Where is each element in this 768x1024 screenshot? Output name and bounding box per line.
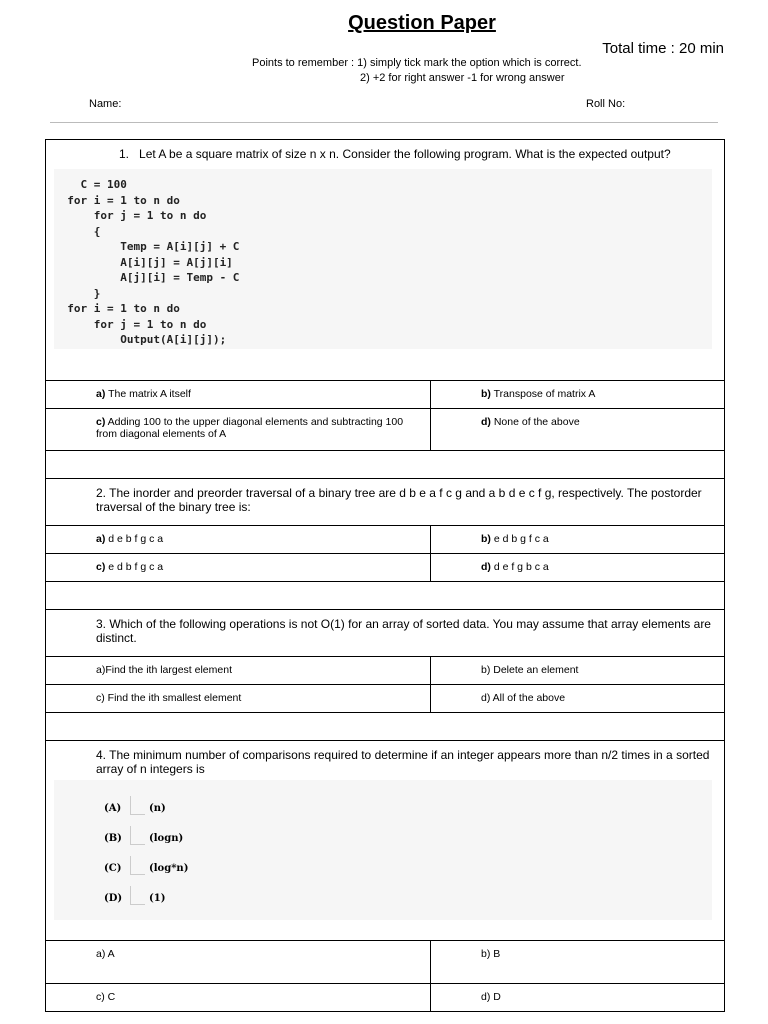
question-table — [45, 139, 725, 1012]
roll-label: Roll No: — [586, 98, 626, 110]
question-4 — [46, 741, 725, 941]
spacer-row — [46, 713, 725, 741]
question-4-text: 4. The minimum number of comparisons required to determine if an integer appears more than n/2 times in a sorted array of n integers is — [96, 748, 710, 776]
q2-option-c-key: c) — [96, 561, 106, 573]
q1-option-a[interactable] — [46, 381, 431, 409]
q4-inline-option-label: (A) — [104, 803, 122, 814]
q1-option-a-key: a) — [96, 388, 106, 400]
q2-option-b[interactable] — [431, 526, 725, 554]
q4-inline-option-label: (B) — [104, 833, 122, 844]
q2-option-c[interactable] — [46, 554, 431, 582]
q2-option-b-key: b) — [481, 533, 491, 545]
q1-option-d-key: d) — [481, 416, 491, 428]
q4-option-checkbox[interactable] — [130, 886, 145, 905]
q3-option-a[interactable]: a)Find the ith largest element — [46, 657, 431, 685]
q4-inline-option-label: (C) — [104, 863, 122, 874]
q2-option-a-key: a) — [96, 533, 106, 545]
q1-option-b-text: Transpose of matrix A — [490, 388, 596, 400]
q2-option-c-text: e d b f g c a — [105, 561, 164, 573]
q1-option-a-text: The matrix A itself — [105, 388, 191, 400]
q4-option-d[interactable]: d) D — [431, 984, 725, 1012]
q4-inline-option-value: (log*n) — [149, 863, 189, 874]
page-title: Question Paper — [348, 12, 496, 34]
q4-option-checkbox[interactable] — [130, 856, 145, 875]
q2-option-b-text: e d b g f c a — [490, 533, 549, 545]
q4-option-checkbox[interactable] — [130, 826, 145, 845]
spacer-row — [46, 451, 725, 479]
question-1 — [46, 140, 725, 381]
q2-option-d-key: d) — [481, 561, 491, 573]
q1-option-c-text: Adding 100 to the upper diagonal elements and subtracting 100 from diagonal elements of A — [96, 416, 404, 440]
question-4-options — [54, 780, 712, 920]
points-line-2: 2) +2 for right answer -1 for wrong answer — [360, 72, 565, 84]
q3-option-c[interactable]: c) Find the ith smallest element — [46, 685, 431, 713]
q4-option-c[interactable]: c) C — [46, 984, 431, 1012]
question-1-text: Let A be a square matrix of size n x n. Consider the following program. What is the expected output? — [139, 147, 671, 161]
q4-inline-option-value: (logn) — [149, 833, 184, 844]
question-2-text: 2. The inorder and preorder traversal of a binary tree are d b e a f c g and a b d e c f g, respectively. The postorder traversal of the binary tree is: — [46, 479, 725, 526]
q2-option-d-text: d e f g b c a — [490, 561, 549, 573]
question-1-number: 1. — [119, 147, 130, 161]
q4-inline-option-d — [104, 886, 712, 916]
q1-option-b-key: b) — [481, 388, 491, 400]
q1-option-c[interactable] — [46, 409, 431, 451]
q4-inline-option-c — [104, 856, 712, 886]
q2-option-a-text: d e b f g c a — [105, 533, 164, 545]
question-3-text: 3. Which of the following operations is not O(1) for an array of sorted data. You may assume that array elements are distinct. — [46, 610, 725, 657]
q4-inline-option-a — [104, 796, 712, 826]
q1-option-d-text: None of the above — [490, 416, 580, 428]
total-time: Total time : 20 min — [602, 40, 724, 57]
q4-inline-option-value: (n) — [149, 803, 166, 814]
points-line-1: Points to remember : 1) simply tick mark the option which is correct. — [252, 57, 582, 69]
q4-option-b[interactable]: b) B — [431, 941, 725, 984]
q1-option-b[interactable] — [431, 381, 725, 409]
q4-inline-option-label: (D) — [104, 893, 123, 904]
q4-inline-option-value: (1) — [149, 893, 166, 904]
q2-option-d[interactable] — [431, 554, 725, 582]
q4-option-a[interactable]: a) A — [46, 941, 431, 984]
q1-option-c-key: c) — [96, 416, 106, 428]
q2-option-a[interactable] — [46, 526, 431, 554]
question-1-code: C = 100 for i = 1 to n do for j = 1 to n do { Temp = A[i][j] + C A[i][j] = A[j][i] A[j][i] = Temp - C } for i = 1 to n do for j = 1 to n do Output(A[i][j]); — [54, 169, 712, 349]
q3-option-b[interactable]: b) Delete an element — [431, 657, 725, 685]
q3-option-d[interactable]: d) All of the above — [431, 685, 725, 713]
name-label: Name: — [89, 98, 122, 110]
header-divider — [50, 122, 718, 123]
q1-option-d[interactable] — [431, 409, 725, 451]
spacer-row — [46, 582, 725, 610]
q4-option-checkbox[interactable] — [130, 796, 145, 815]
q4-inline-option-b — [104, 826, 712, 856]
